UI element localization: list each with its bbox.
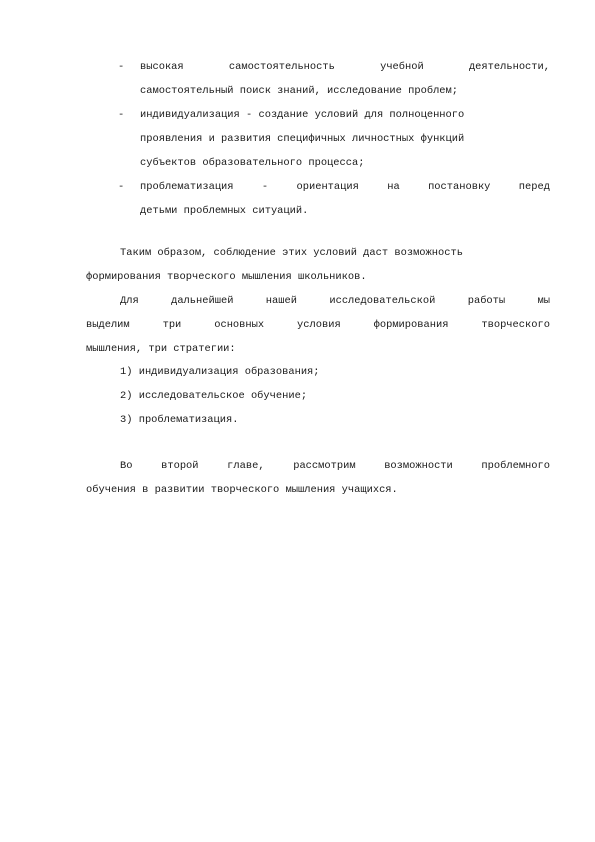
word: проблематизация <box>140 181 234 193</box>
word: ориентация <box>296 181 359 193</box>
word: учебной <box>380 61 424 73</box>
bullet-line: субъектов образовательного процесса; <box>140 157 365 169</box>
bullet-line-justified <box>140 60 550 74</box>
numbered-item: 2) исследовательское обучение; <box>120 390 308 402</box>
word: условия <box>297 319 341 331</box>
bullet-line: самостоятельный поиск знаний, исследование проблем; <box>140 85 459 97</box>
word: проблемного <box>481 460 550 472</box>
word: выделим <box>86 319 130 331</box>
paragraph-line: обучения в развитии творческого мышления учащихся. <box>86 484 398 496</box>
paragraph-line-justified <box>120 459 550 473</box>
bullet-line: индивидуализация - создание условий для полноценного <box>140 109 465 121</box>
bullet-dash: - <box>118 61 125 73</box>
word: главе, <box>227 460 265 472</box>
word: нашей <box>265 295 297 307</box>
bullet-line: проявления и развития специфичных личностных функций <box>140 133 465 145</box>
word: формирования <box>373 319 449 331</box>
bullet-dash: - <box>118 181 125 193</box>
word: возможности <box>384 460 453 472</box>
word: творческого <box>481 319 550 331</box>
word: постановку <box>428 181 491 193</box>
word: рассмотрим <box>293 460 356 472</box>
bullet-line: детьми проблемных ситуаций. <box>140 205 309 217</box>
word: работы <box>467 295 506 307</box>
word: самостоятельность <box>228 61 335 73</box>
paragraph-line-justified <box>86 318 550 332</box>
word: дальнейшей <box>171 295 234 307</box>
word: - <box>261 181 269 193</box>
word: три <box>162 319 182 331</box>
word: на <box>387 181 400 193</box>
word: высокая <box>140 61 184 73</box>
word: мы <box>537 295 550 307</box>
paragraph-line: Таким образом, соблюдение этих условий даст возможность <box>120 247 463 259</box>
word: Во <box>120 460 133 472</box>
paragraph-line: мышления, три стратегии: <box>86 343 236 355</box>
word: основных <box>214 319 265 331</box>
numbered-item: 3) проблематизация. <box>120 414 239 426</box>
numbered-item: 1) индивидуализация образования; <box>120 366 320 378</box>
bullet-line-justified <box>140 180 550 194</box>
word: Для <box>120 295 139 307</box>
word: перед <box>518 181 550 193</box>
word: второй <box>161 460 199 472</box>
bullet-dash: - <box>118 109 125 121</box>
word: исследовательской <box>329 295 436 307</box>
paragraph-line-justified <box>120 294 550 308</box>
word: деятельности, <box>468 61 550 73</box>
paragraph-line: формирования творческого мышления школьников. <box>86 271 367 283</box>
